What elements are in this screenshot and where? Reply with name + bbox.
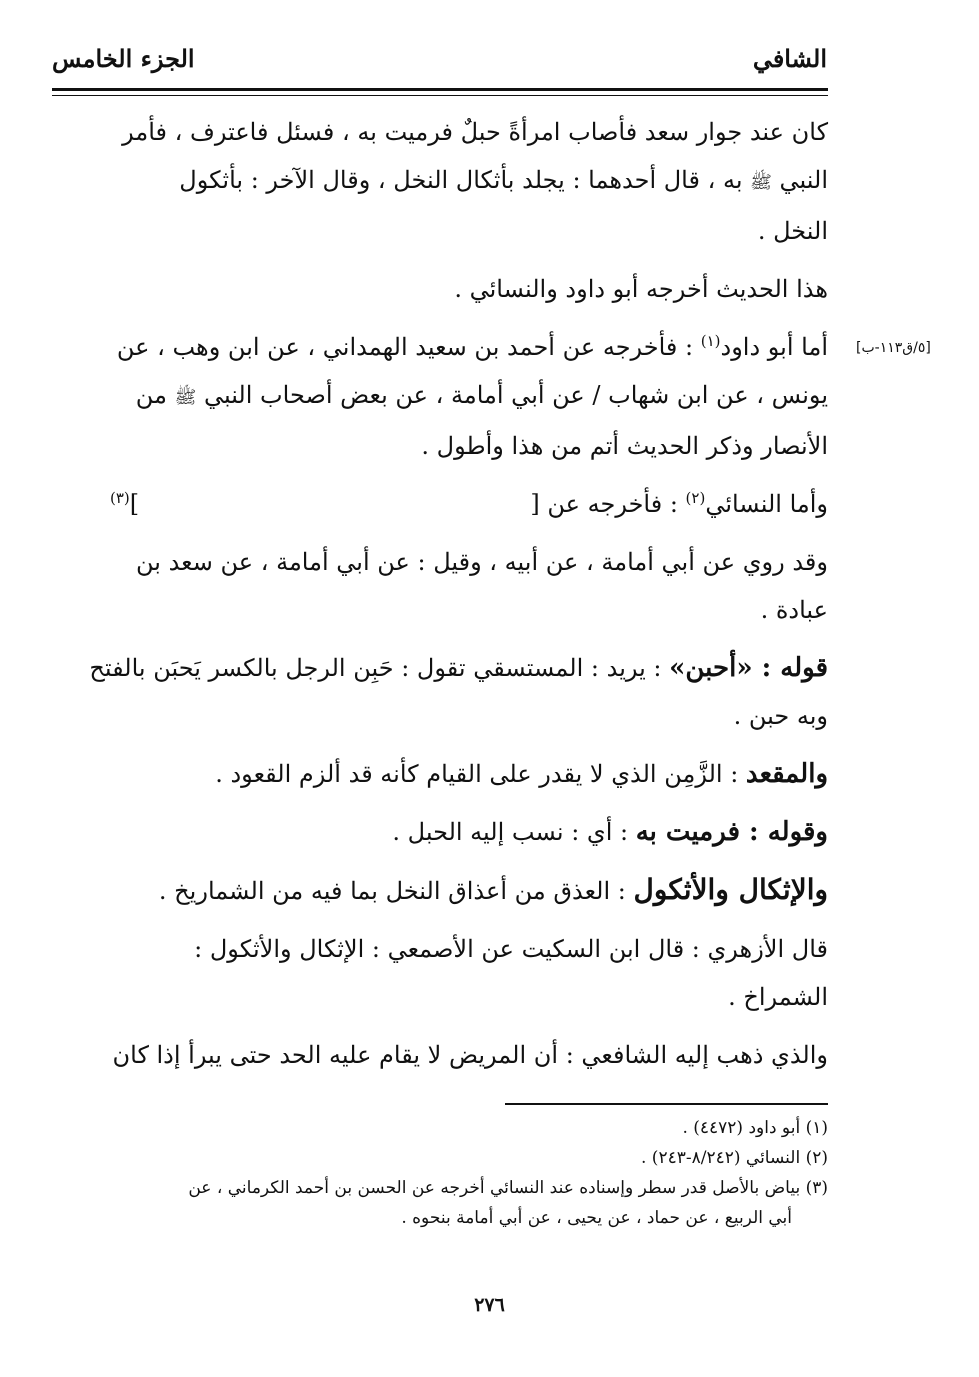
paragraph-3-line-1-rest: : فأخرجه عن أحمد بن سعيد الهمداني ، عن ابن وهب ، عن — [116, 333, 701, 361]
page-number: ٢٧٦ — [474, 1294, 505, 1316]
paragraph-5 — [52, 538, 828, 634]
paragraph-3-line-2b: من — [135, 381, 175, 409]
footnote-ref-1: (١) — [700, 332, 721, 350]
paragraph-9-rest: : العذق من أعذاق النخل بما فيه من الشماريخ . — [158, 877, 634, 905]
paragraph-8-rest: : أي : نسب إليه الحبل . — [392, 818, 636, 846]
salutation-symbol: ﷺ — [174, 387, 197, 408]
paragraph-11: والذي ذهب إليه الشافعي : أن المريض لا يقام عليه الحد حتى يبرأ إذا كان — [112, 1041, 828, 1069]
footnote-ref-2: (٢) — [685, 489, 706, 507]
paragraph-5-line-1: وقد روي عن أبي أمامة ، عن أبيه ، وقيل : عن أبي أمامة ، عن سعد بن — [136, 548, 828, 576]
paragraph-1-line-1: كان عند جوار سعد فأصاب امرأةً حبلٌ فرميت به ، فسئل فاعترف ، فأمر — [122, 118, 828, 146]
header-rule-thin — [52, 95, 828, 96]
paragraph-1-line-2b: به ، قال أحدهما : يجلد بأثكال النخل ، وقال الآخر : بأثكول — [179, 166, 751, 194]
footnote-ref-3: (٣) — [110, 489, 130, 507]
paragraph-3-line-2a: يونس ، عن ابن شهاب / عن أبي أمامة ، عن بعض أصحاب النبي — [196, 381, 828, 409]
paragraph-10-line-2: الشمراخ . — [728, 983, 828, 1011]
term-muqad: والمقعد — [745, 759, 828, 789]
blank-bracket-close — [110, 480, 139, 528]
paragraph-4 — [52, 480, 828, 528]
paragraph-6 — [52, 644, 828, 740]
header-book-title: الشافي — [752, 44, 827, 73]
header-rule-thick — [52, 88, 828, 91]
margin-manuscript-reference: [٥/ق١١٣-ب] — [856, 340, 931, 356]
footnote-3-line-2: أبي الربيع ، عن حماد ، عن يحيى ، عن أبي أمامة بنحوه . — [401, 1208, 792, 1228]
paragraph-6-line-2: وبه حبن . — [733, 702, 828, 730]
footnote-3-line-1: (٣) بياض بالأصل قدر سطر وإسناده عند النسائي أخرجه عن الحسن بن أحمد الكرماني ، عن — [188, 1178, 828, 1198]
paragraph-1 — [52, 108, 828, 255]
footnote-1: (١) أبو داود (٤٤٧٢) . — [682, 1118, 828, 1138]
paragraph-3-start: أما أبو داود — [720, 333, 828, 361]
footnotes — [52, 1113, 828, 1233]
salutation-symbol: ﷺ — [750, 172, 772, 193]
main-text — [52, 108, 828, 1079]
paragraph-6-rest: : يريد : المستسقي تقول : حَبِن الرجل بالكسر يَحبَن بالفتح — [89, 654, 670, 682]
paragraph-4-rest: : فأخرجه عن [ — [530, 490, 686, 518]
term-ahban: قوله : «أحبن» — [669, 653, 828, 683]
footnote-2: (٢) النسائي (٨/٢٤٢-٢٤٣) . — [640, 1148, 828, 1168]
paragraph-9 — [52, 866, 828, 915]
paragraph-4-text — [530, 480, 828, 528]
paragraph-1-line-3: النخل . — [757, 217, 828, 245]
paragraph-10-line-1: قال الأزهري : قال ابن السكيت عن الأصمعي : الإثكال والأثكول : — [194, 935, 828, 963]
paragraph-4-start: وأما النسائي — [705, 490, 828, 518]
paragraph-2: هذا الحديث أخرجه أبو داود والنسائي . — [454, 275, 828, 303]
paragraph-5-line-2: عبادة . — [760, 596, 828, 624]
paragraph-7-rest: : الزَّمِن الذي لا يقدر على القيام كأنه قد ألزم القعود . — [215, 760, 746, 788]
paragraph-7 — [52, 750, 828, 798]
footnote-separator — [505, 1103, 828, 1105]
paragraph-3-line-3: الأنصار وذكر الحديث أتم من هذا وأطول . — [421, 432, 828, 460]
paragraph-10 — [52, 925, 828, 1021]
paragraph-1-line-2a: النبي — [771, 166, 828, 194]
paragraph-8 — [52, 808, 828, 856]
bracket-close: ] — [129, 490, 140, 518]
paragraph-3 — [52, 323, 828, 470]
term-ithkal: والإثكال والأثكول — [633, 873, 828, 906]
header-volume-label: الجزء الخامس — [52, 44, 195, 73]
term-rumiyat: وقوله : فرميت به — [635, 817, 828, 847]
